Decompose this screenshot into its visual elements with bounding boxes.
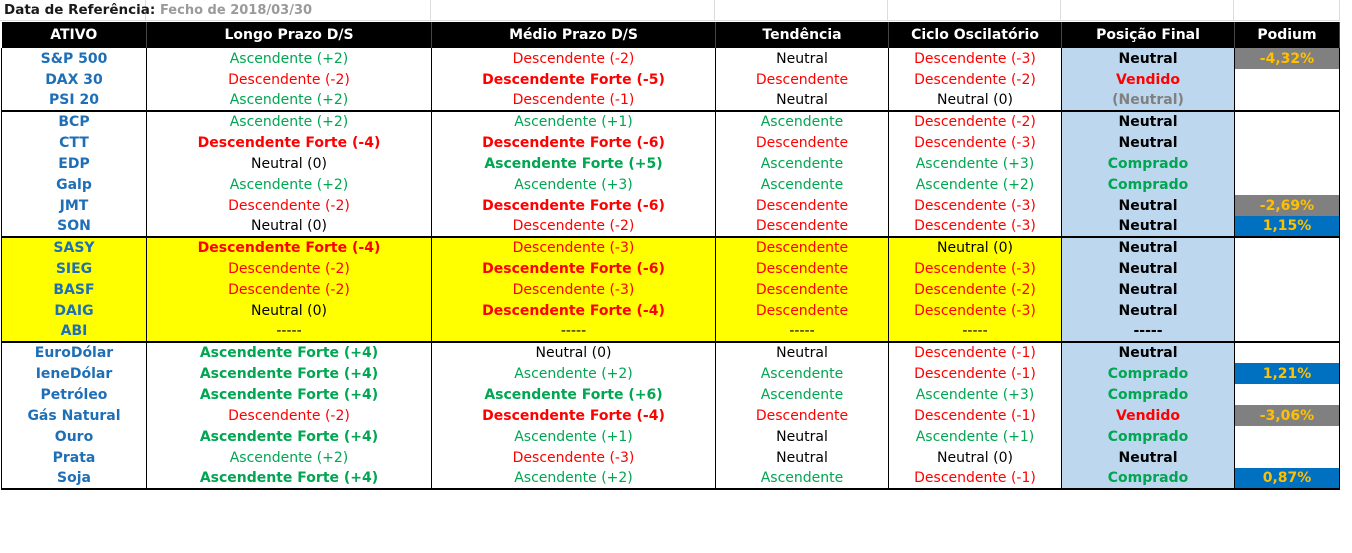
- header-longo-prazo[interactable]: Longo Prazo D/S: [147, 22, 432, 48]
- podium-cell[interactable]: [1235, 69, 1340, 90]
- table-row: [2, 405, 1340, 426]
- ciclo-cell[interactable]: Descendente (-3): [889, 300, 1062, 321]
- table-row: [2, 111, 1340, 132]
- podium-cell[interactable]: [1235, 342, 1340, 363]
- posicao-cell[interactable]: Neutral: [1062, 300, 1235, 321]
- ativo-cell[interactable]: PSI 20: [2, 90, 147, 111]
- medio-prazo-cell[interactable]: Descendente (-3): [432, 237, 716, 258]
- longo-prazo-cell[interactable]: Descendente Forte (-4): [147, 237, 432, 258]
- podium-cell[interactable]: [1235, 174, 1340, 195]
- medio-prazo-cell[interactable]: Ascendente (+2): [432, 363, 716, 384]
- medio-prazo-cell[interactable]: Descendente (-3): [432, 447, 716, 468]
- table-row: [2, 321, 1340, 342]
- ciclo-cell[interactable]: Descendente (-3): [889, 132, 1062, 153]
- table-row: [2, 195, 1340, 216]
- table-row: [2, 279, 1340, 300]
- posicao-cell[interactable]: Comprado: [1062, 153, 1235, 174]
- tendencia-cell[interactable]: Neutral: [716, 90, 889, 111]
- table-body: [2, 48, 1340, 489]
- ciclo-cell[interactable]: Ascendente (+3): [889, 384, 1062, 405]
- longo-prazo-cell[interactable]: Ascendente Forte (+4): [147, 384, 432, 405]
- tendencia-cell[interactable]: Descendente: [716, 216, 889, 237]
- medio-prazo-cell[interactable]: Descendente Forte (-6): [432, 258, 716, 279]
- tendencia-cell[interactable]: Ascendente: [716, 384, 889, 405]
- medio-prazo-cell[interactable]: Ascendente Forte (+6): [432, 384, 716, 405]
- tendencia-cell[interactable]: Ascendente: [716, 468, 889, 489]
- table-row: [2, 216, 1340, 237]
- ativo-cell[interactable]: Soja: [2, 468, 147, 489]
- ativo-cell[interactable]: Gás Natural: [2, 405, 147, 426]
- table-row: [2, 174, 1340, 195]
- tendencia-cell[interactable]: Descendente: [716, 300, 889, 321]
- medio-prazo-cell[interactable]: Descendente Forte (-4): [432, 300, 716, 321]
- podium-cell[interactable]: 1,15%: [1235, 216, 1340, 237]
- podium-cell[interactable]: [1235, 237, 1340, 258]
- podium-cell[interactable]: [1235, 321, 1340, 342]
- ciclo-cell[interactable]: Descendente (-2): [889, 279, 1062, 300]
- posicao-cell[interactable]: Comprado: [1062, 384, 1235, 405]
- tendencia-cell[interactable]: Ascendente: [716, 153, 889, 174]
- ativo-cell[interactable]: CTT: [2, 132, 147, 153]
- header-medio-prazo[interactable]: Médio Prazo D/S: [432, 22, 716, 48]
- posicao-cell[interactable]: Vendido: [1062, 69, 1235, 90]
- ciclo-cell[interactable]: Ascendente (+2): [889, 174, 1062, 195]
- tendencia-cell[interactable]: Neutral: [716, 342, 889, 363]
- ciclo-cell[interactable]: Descendente (-3): [889, 195, 1062, 216]
- longo-prazo-cell[interactable]: Ascendente Forte (+4): [147, 342, 432, 363]
- longo-prazo-cell[interactable]: Descendente (-2): [147, 195, 432, 216]
- longo-prazo-cell[interactable]: Ascendente (+2): [147, 174, 432, 195]
- medio-prazo-cell[interactable]: Ascendente Forte (+5): [432, 153, 716, 174]
- longo-prazo-cell[interactable]: Ascendente (+2): [147, 111, 432, 132]
- reference-bar: [0, 0, 1340, 22]
- podium-cell[interactable]: [1235, 384, 1340, 405]
- podium-cell[interactable]: 0,87%: [1235, 468, 1340, 489]
- table-row: [2, 363, 1340, 384]
- ativo-cell[interactable]: JMT: [2, 195, 147, 216]
- ativo-cell[interactable]: EDP: [2, 153, 147, 174]
- ativo-cell[interactable]: Galp: [2, 174, 147, 195]
- ativo-cell[interactable]: Ouro: [2, 426, 147, 447]
- reference-value: Fecho de 2018/03/30: [159, 3, 313, 18]
- posicao-cell[interactable]: Neutral: [1062, 279, 1235, 300]
- medio-prazo-cell[interactable]: Descendente (-1): [432, 90, 716, 111]
- podium-cell[interactable]: -4,32%: [1235, 48, 1340, 69]
- longo-prazo-cell[interactable]: Neutral (0): [147, 300, 432, 321]
- posicao-cell[interactable]: Neutral: [1062, 132, 1235, 153]
- ativo-cell[interactable]: Petróleo: [2, 384, 147, 405]
- posicao-cell[interactable]: (Neutral): [1062, 90, 1235, 111]
- podium-cell[interactable]: [1235, 90, 1340, 111]
- posicao-cell[interactable]: Neutral: [1062, 48, 1235, 69]
- podium-cell[interactable]: [1235, 426, 1340, 447]
- podium-cell[interactable]: [1235, 300, 1340, 321]
- ciclo-cell[interactable]: Descendente (-2): [889, 69, 1062, 90]
- tendencia-cell[interactable]: Descendente: [716, 258, 889, 279]
- medio-prazo-cell[interactable]: Descendente (-3): [432, 279, 716, 300]
- ciclo-cell[interactable]: Descendente (-3): [889, 48, 1062, 69]
- longo-prazo-cell[interactable]: Descendente (-2): [147, 279, 432, 300]
- medio-prazo-cell[interactable]: Descendente Forte (-6): [432, 132, 716, 153]
- ativo-cell[interactable]: EuroDólar: [2, 342, 147, 363]
- posicao-cell[interactable]: Comprado: [1062, 174, 1235, 195]
- ciclo-cell[interactable]: Neutral (0): [889, 237, 1062, 258]
- posicao-cell[interactable]: Comprado: [1062, 468, 1235, 489]
- ativo-cell[interactable]: DAX 30: [2, 69, 147, 90]
- longo-prazo-cell[interactable]: Ascendente (+2): [147, 48, 432, 69]
- header-ativo[interactable]: ATIVO: [2, 22, 147, 48]
- table-row: [2, 468, 1340, 489]
- medio-prazo-cell[interactable]: Neutral (0): [432, 342, 716, 363]
- table-row: [2, 447, 1340, 468]
- table-row: [2, 300, 1340, 321]
- table-row: [2, 342, 1340, 363]
- reference-date: [4, 2, 312, 18]
- tendencia-cell[interactable]: Descendente: [716, 279, 889, 300]
- podium-cell[interactable]: [1235, 132, 1340, 153]
- longo-prazo-cell[interactable]: Neutral (0): [147, 153, 432, 174]
- longo-prazo-cell[interactable]: Ascendente (+2): [147, 90, 432, 111]
- ativo-cell[interactable]: ABI: [2, 321, 147, 342]
- ativo-cell[interactable]: DAIG: [2, 300, 147, 321]
- medio-prazo-cell[interactable]: Ascendente (+1): [432, 426, 716, 447]
- header-posicao-final[interactable]: Posição Final: [1062, 22, 1235, 48]
- ciclo-cell[interactable]: Descendente (-3): [889, 216, 1062, 237]
- longo-prazo-cell[interactable]: Descendente (-2): [147, 69, 432, 90]
- posicao-cell[interactable]: Neutral: [1062, 258, 1235, 279]
- longo-prazo-cell[interactable]: Descendente (-2): [147, 258, 432, 279]
- posicao-cell[interactable]: Neutral: [1062, 342, 1235, 363]
- ciclo-cell[interactable]: Descendente (-3): [889, 258, 1062, 279]
- ativo-cell[interactable]: Prata: [2, 447, 147, 468]
- table-row: [2, 90, 1340, 111]
- posicao-cell[interactable]: -----: [1062, 321, 1235, 342]
- table-row: [2, 237, 1340, 258]
- table-row: [2, 69, 1340, 90]
- header-tendencia[interactable]: Tendência: [716, 22, 889, 48]
- medio-prazo-cell[interactable]: -----: [432, 321, 716, 342]
- podium-cell[interactable]: -3,06%: [1235, 405, 1340, 426]
- tendencia-cell[interactable]: Neutral: [716, 426, 889, 447]
- medio-prazo-cell[interactable]: Ascendente (+2): [432, 468, 716, 489]
- podium-cell[interactable]: 1,21%: [1235, 363, 1340, 384]
- reference-label: Data de Referência:: [4, 2, 156, 18]
- posicao-cell[interactable]: Neutral: [1062, 237, 1235, 258]
- tendencia-cell[interactable]: Neutral: [716, 447, 889, 468]
- ciclo-cell[interactable]: Ascendente (+1): [889, 426, 1062, 447]
- posicao-cell[interactable]: Neutral: [1062, 447, 1235, 468]
- tendencia-cell[interactable]: Neutral: [716, 48, 889, 69]
- ativo-cell[interactable]: S&P 500: [2, 48, 147, 69]
- longo-prazo-cell[interactable]: Ascendente (+2): [147, 447, 432, 468]
- medio-prazo-cell[interactable]: Descendente Forte (-5): [432, 69, 716, 90]
- longo-prazo-cell[interactable]: Descendente (-2): [147, 405, 432, 426]
- medio-prazo-cell[interactable]: Descendente (-2): [432, 48, 716, 69]
- tendencia-cell[interactable]: Descendente: [716, 195, 889, 216]
- podium-cell[interactable]: [1235, 111, 1340, 132]
- ciclo-cell[interactable]: Neutral (0): [889, 90, 1062, 111]
- header-ciclo-oscilatorio[interactable]: Ciclo Oscilatório: [889, 22, 1062, 48]
- ativo-cell[interactable]: SON: [2, 216, 147, 237]
- posicao-cell[interactable]: Comprado: [1062, 426, 1235, 447]
- table-row: [2, 426, 1340, 447]
- ativo-cell[interactable]: BCP: [2, 111, 147, 132]
- tendencia-cell[interactable]: Ascendente: [716, 174, 889, 195]
- tendencia-cell[interactable]: Ascendente: [716, 363, 889, 384]
- tendencia-cell[interactable]: Descendente: [716, 237, 889, 258]
- posicao-cell[interactable]: Neutral: [1062, 111, 1235, 132]
- podium-cell[interactable]: [1235, 153, 1340, 174]
- longo-prazo-cell[interactable]: Ascendente Forte (+4): [147, 363, 432, 384]
- podium-cell[interactable]: -2,69%: [1235, 195, 1340, 216]
- tendencia-cell[interactable]: Descendente: [716, 405, 889, 426]
- medio-prazo-cell[interactable]: Descendente Forte (-4): [432, 405, 716, 426]
- signals-table: [1, 22, 1340, 490]
- table-row: [2, 48, 1340, 69]
- header-row: [2, 22, 1340, 48]
- medio-prazo-cell[interactable]: Ascendente (+3): [432, 174, 716, 195]
- tendencia-cell[interactable]: Ascendente: [716, 111, 889, 132]
- posicao-cell[interactable]: Vendido: [1062, 405, 1235, 426]
- longo-prazo-cell[interactable]: Descendente Forte (-4): [147, 132, 432, 153]
- ciclo-cell[interactable]: Neutral (0): [889, 447, 1062, 468]
- ativo-cell[interactable]: IeneDólar: [2, 363, 147, 384]
- tendencia-cell[interactable]: Descendente: [716, 132, 889, 153]
- longo-prazo-cell[interactable]: Neutral (0): [147, 216, 432, 237]
- medio-prazo-cell[interactable]: Descendente Forte (-6): [432, 195, 716, 216]
- posicao-cell[interactable]: Neutral: [1062, 216, 1235, 237]
- table-row: [2, 384, 1340, 405]
- table-row: [2, 153, 1340, 174]
- ativo-cell[interactable]: BASF: [2, 279, 147, 300]
- posicao-cell[interactable]: Comprado: [1062, 363, 1235, 384]
- ciclo-cell[interactable]: -----: [889, 321, 1062, 342]
- podium-cell[interactable]: [1235, 447, 1340, 468]
- podium-cell[interactable]: [1235, 258, 1340, 279]
- longo-prazo-cell[interactable]: Ascendente Forte (+4): [147, 426, 432, 447]
- medio-prazo-cell[interactable]: Descendente (-2): [432, 216, 716, 237]
- posicao-cell[interactable]: Neutral: [1062, 195, 1235, 216]
- ciclo-cell[interactable]: Descendente (-1): [889, 342, 1062, 363]
- ciclo-cell[interactable]: Descendente (-1): [889, 468, 1062, 489]
- ativo-cell[interactable]: SASY: [2, 237, 147, 258]
- ciclo-cell[interactable]: Descendente (-1): [889, 363, 1062, 384]
- header-podium[interactable]: Podium: [1235, 22, 1340, 48]
- podium-cell[interactable]: [1235, 279, 1340, 300]
- ciclo-cell[interactable]: Descendente (-2): [889, 111, 1062, 132]
- tendencia-cell[interactable]: -----: [716, 321, 889, 342]
- medio-prazo-cell[interactable]: Ascendente (+1): [432, 111, 716, 132]
- ativo-cell[interactable]: SIEG: [2, 258, 147, 279]
- longo-prazo-cell[interactable]: Ascendente Forte (+4): [147, 468, 432, 489]
- longo-prazo-cell[interactable]: -----: [147, 321, 432, 342]
- table-row: [2, 132, 1340, 153]
- ciclo-cell[interactable]: Ascendente (+3): [889, 153, 1062, 174]
- ciclo-cell[interactable]: Descendente (-1): [889, 405, 1062, 426]
- tendencia-cell[interactable]: Descendente: [716, 69, 889, 90]
- table-row: [2, 258, 1340, 279]
